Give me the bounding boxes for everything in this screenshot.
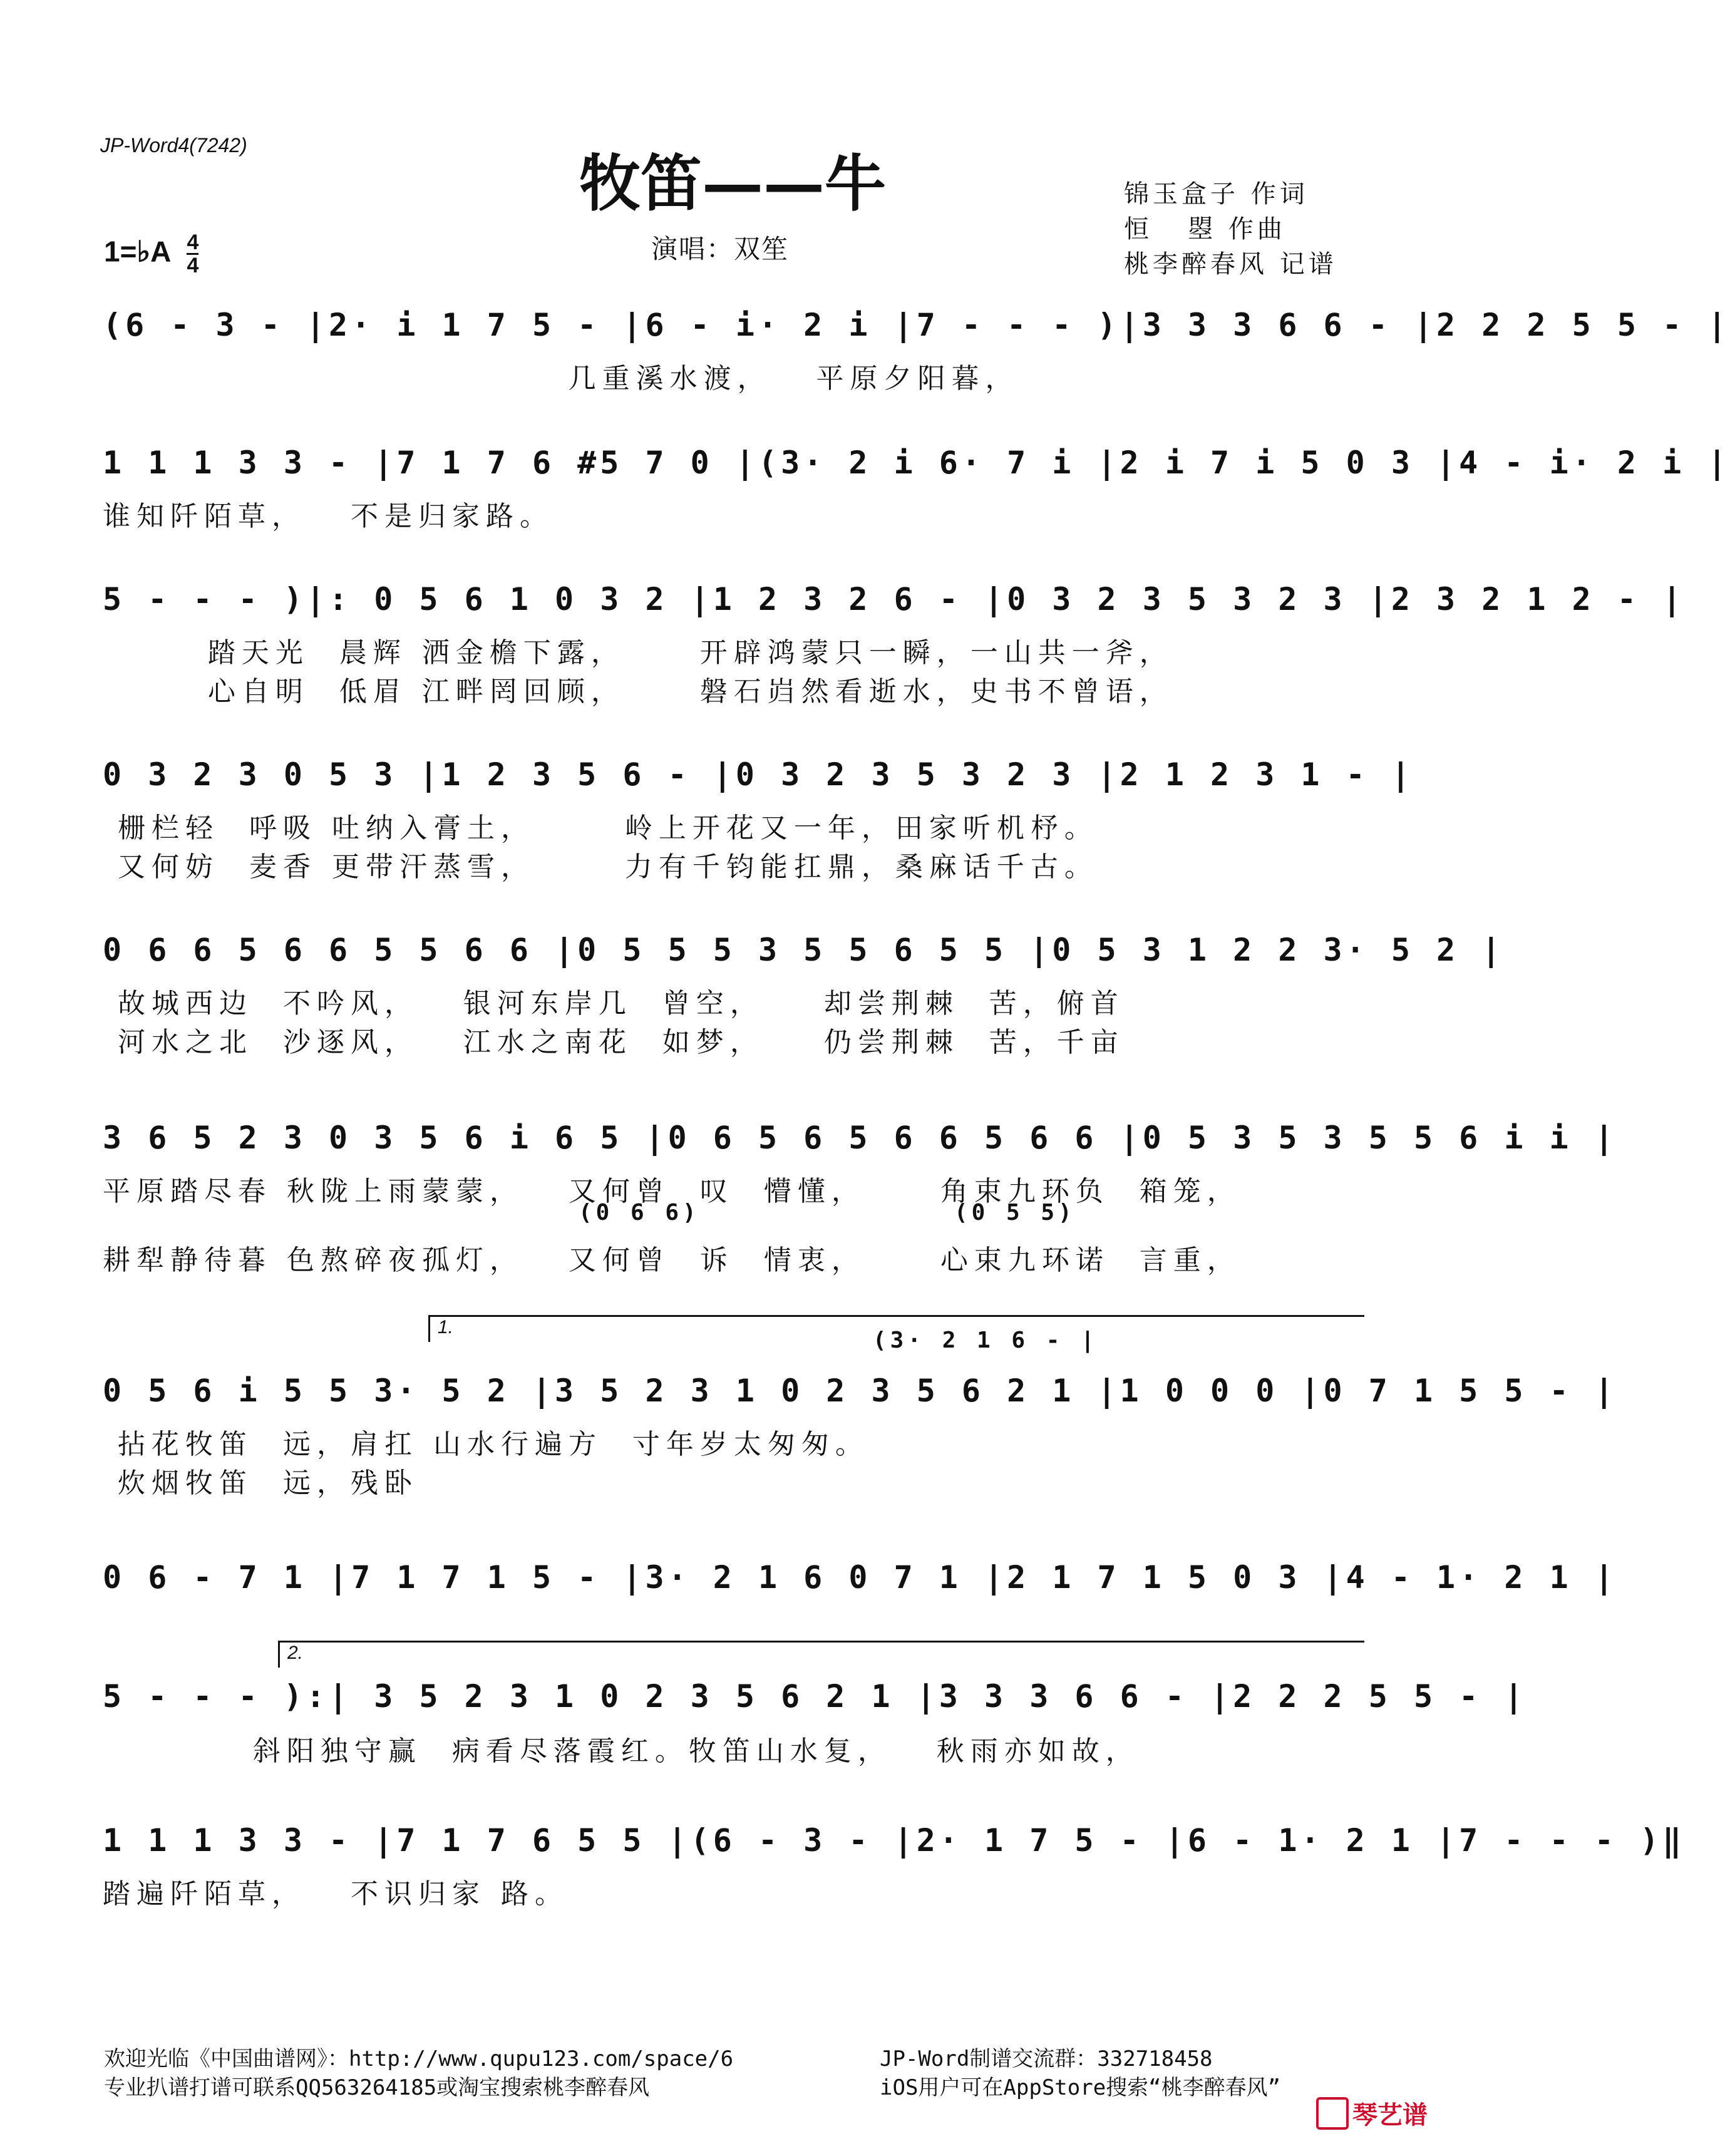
volta-label: 1. (438, 1317, 454, 1338)
lyric-line: 拈花牧笛 远，肩扛 山水行遍方 寸年岁太匆匆。 (103, 1428, 869, 1460)
lyric-line: 故城西边 不吟风， 银河东岸几 曾空， 却尝荆棘 苦，俯首 (103, 988, 1125, 1019)
software-label: JP-Word4(7242) (100, 134, 247, 157)
singer-line: 演唱：双笙 (651, 234, 790, 264)
alternate-notes: (0 6 6) (579, 1200, 700, 1225)
key-label: 1=♭A (104, 235, 170, 268)
lyric-line: 耕犁静待暮 色熬碎夜孤灯， 又何曾 诉 情衷， 心束九环诺 言重， (103, 1244, 1241, 1276)
notes-line: 1 1 1 3 3 - |7 1 7 6 5 5 |(6 - 3 - |2· 1 7 5 - |6 - 1· 2 1 |7 - - - )‖ (103, 1822, 1686, 1859)
notes-line: 0 6 6 5 6 6 5 5 6 6 |0 5 5 5 3 5 5 6 5 5 |0 5 3 1 2 2 3· 5 2 | (103, 932, 1505, 968)
time-signature (187, 232, 198, 276)
composer-credit: 恒 曌 作曲 (1124, 215, 1286, 244)
footer-contact-line: 专业扒谱打谱可联系QQ563264185或淘宝搜索桃李醉春风 (104, 2075, 650, 2100)
notes-line: 3 6 5 2 3 0 3 5 6 i 6 5 |0 6 5 6 5 6 6 5 6 6 |0 5 3 5 3 5 5 6 i i | (103, 1120, 1617, 1156)
lyricist-credit: 锦玉盒子 作词 (1124, 180, 1309, 209)
lyric-line: 谁知阡陌草， 不是归家路。 (103, 500, 553, 532)
time-signature-top: 4 (187, 230, 199, 254)
lyric-line: 踏遍阡陌草， 不识归家 路。 (103, 1878, 569, 1910)
footer-right (880, 2045, 1280, 2102)
lyric-line: 斜阳独守赢 病看尽落霞红。牧笛山水复， 秋雨亦如故， (103, 1735, 1140, 1767)
brand-logo (1316, 2095, 1428, 2131)
logo-icon (1316, 2097, 1349, 2130)
time-signature-bottom: 4 (187, 254, 199, 277)
footer-group-line: JP-Word制谱交流群：332718458 (880, 2046, 1213, 2071)
lyric-line: 炊烟牧笛 远，残卧 (103, 1467, 418, 1499)
alternate-notes: (3· 2 1 6 - | (873, 1328, 1098, 1353)
lyric-line: 平原踏尽春 秋陇上雨蒙蒙， 又何曾 叹 懵懂， 角束九环负 箱笼， (103, 1175, 1241, 1207)
footer-ios-line: iOS用户可在AppStore搜索“桃李醉春风” (880, 2075, 1281, 2100)
notes-line: 1 1 1 3 3 - |7 1 7 6 #5 7 0 |(3· 2 i 6· 7 i |2 i 7 i 5 0 3 |4 - i· 2 i | (103, 445, 1730, 481)
volta-label: 2. (287, 1643, 304, 1663)
lyric-line: 心自明 低眉 江畔罔回顾， 磐石岿然看逝水，史书不曾语， (103, 676, 1173, 708)
notes-line: 0 3 2 3 0 5 3 |1 2 3 5 6 - |0 3 2 3 5 3 2 3 |2 1 2 3 1 - | (103, 756, 1414, 793)
notes-line: 5 - - - )|: 0 5 6 1 0 3 2 |1 2 3 2 6 - |0 3 2 3 5 3 2 3 |2 3 2 1 2 - | (103, 581, 1686, 617)
lyric-line: 几重溪水渡， 平原夕阳暮， (103, 363, 1019, 395)
credits-block (1124, 177, 1337, 282)
notes-line: 0 5 6 i 5 5 3· 5 2 |3 5 2 3 1 0 2 3 5 6 2 1 |1 0 0 0 |0 7 1 5 5 - | (103, 1373, 1617, 1409)
lyric-line: 栅栏轻 呼吸 吐纳入膏土， 岭上开花又一年，田家听机杼。 (103, 812, 1098, 844)
footer-site-line: 欢迎光临《中国曲谱网》：http://www.qupu123.com/space/6 (104, 2046, 734, 2071)
logo-text: 琴艺谱 (1352, 2101, 1428, 2130)
notes-line: 5 - - - ):| 3 5 2 3 1 0 2 3 5 6 2 1 |3 3 3 6 6 - |2 2 2 5 5 - | (103, 1678, 1527, 1715)
notes-line: 0 6 - 7 1 |7 1 7 1 5 - |3· 2 1 6 0 7 1 |2 1 7 1 5 0 3 |4 - 1· 2 1 | (103, 1559, 1617, 1596)
notes-line: (6 - 3 - |2· i 1 7 5 - |6 - i· 2 i |7 - - - )|3 3 3 6 6 - |2 2 2 5 5 - | (103, 307, 1730, 343)
key-signature (104, 232, 198, 276)
song-title: 牧笛——牛 (579, 148, 886, 220)
volta-bracket-2 (278, 1641, 1364, 1668)
lyric-line: 又何妨 麦香 更带汗蒸雪， 力有千钧能扛鼎，桑麻话千古。 (103, 851, 1098, 883)
footer-left (104, 2045, 733, 2102)
transcriber-credit: 桃李醉春风 记谱 (1124, 250, 1337, 279)
lyric-line: 河水之北 沙逐风， 江水之南花 如梦， 仍尝荆棘 苦，千亩 (103, 1026, 1125, 1058)
lyric-line: 踏天光 晨辉 洒金檐下露， 开辟鸿蒙只一瞬，一山共一斧， (103, 637, 1173, 669)
alternate-notes: (0 5 5) (954, 1200, 1076, 1225)
